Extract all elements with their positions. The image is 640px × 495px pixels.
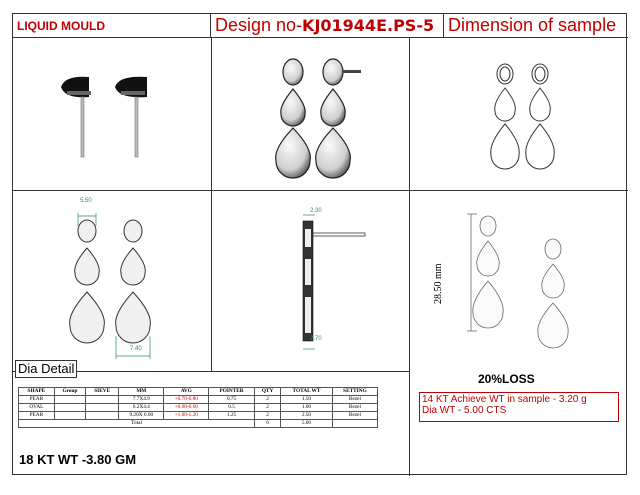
- table-cell: Bezel: [332, 412, 377, 420]
- column-header: MM: [119, 388, 164, 396]
- bottom-width-dimension: 7.40: [130, 346, 142, 352]
- column-header: SHAPE: [19, 388, 55, 396]
- table-cell: 9.20X 6.00: [119, 412, 164, 420]
- table-row: [19, 404, 378, 412]
- table-cell: OVAL: [19, 404, 55, 412]
- table-cell: +0.60-0.60: [164, 404, 209, 412]
- total-qty: 6: [255, 420, 281, 428]
- table-cell: 7.7X4.9: [119, 396, 164, 404]
- table-cell: +1.00-1.20: [164, 412, 209, 420]
- grid-divider: [409, 38, 410, 476]
- sample-weight-box: [419, 392, 619, 422]
- table-cell: [54, 396, 85, 404]
- side-bottom-dimension: 2.70: [310, 336, 322, 342]
- table-cell: Bezel: [332, 404, 377, 412]
- table-cell: 2: [255, 396, 281, 404]
- column-header: TOTAL WT: [281, 388, 333, 396]
- grid-divider: [13, 190, 628, 191]
- dia-detail-title: Dia Detail: [15, 360, 77, 378]
- table-cell: [54, 404, 85, 412]
- table-cell: [86, 404, 119, 412]
- total-weight: 5.00: [281, 420, 333, 428]
- table-cell: 2.50: [281, 412, 333, 420]
- dia-detail-table: [18, 387, 378, 428]
- table-cell: PEAR: [19, 396, 55, 404]
- dimension-title: Dimension of sample: [444, 14, 628, 38]
- table-cell: 2: [255, 412, 281, 420]
- earring-lineart-image: [485, 59, 565, 184]
- earring-length-image: [453, 209, 583, 349]
- top-width-dimension: 5.50: [80, 198, 92, 204]
- total-label: Total: [19, 420, 255, 428]
- table-cell: 0.5: [209, 404, 255, 412]
- stud-side-view-image: [53, 69, 183, 179]
- table-cell: 6.2X4.4: [119, 404, 164, 412]
- table-cell: +0.70-0.80: [164, 396, 209, 404]
- table-cell: [54, 412, 85, 420]
- column-header: QTY: [255, 388, 281, 396]
- design-prefix: Design no-: [215, 15, 303, 35]
- kt14-weight-line: 14 KT Achieve WT in sample - 3.20 g: [422, 394, 587, 405]
- side-top-dimension: 2.30: [310, 208, 322, 214]
- earring-dimension-side-image: [293, 209, 393, 359]
- table-cell: [86, 412, 119, 420]
- column-header: POINTER: [209, 388, 255, 396]
- table-row: [19, 412, 378, 420]
- table-cell: [86, 396, 119, 404]
- grid-divider: [211, 38, 212, 371]
- earring-front-render-image: [263, 54, 373, 184]
- table-header-row: [19, 388, 378, 396]
- table-cell: 1.50: [281, 396, 333, 404]
- column-header: Group: [54, 388, 85, 396]
- table-cell: 0.75: [209, 396, 255, 404]
- column-header: SETTING: [332, 388, 377, 396]
- loss-label: 20%LOSS: [478, 372, 535, 386]
- column-header: SIEVE: [86, 388, 119, 396]
- mould-type-label: LIQUID MOULD: [13, 14, 211, 38]
- dia-weight-line: Dia WT - 5.00 CTS: [422, 405, 507, 416]
- design-number: KJ01944E.PS-5: [302, 16, 435, 35]
- table-total-row: [19, 420, 378, 428]
- table-cell: 2: [255, 404, 281, 412]
- kt18-weight: 18 KT WT -3.80 GM: [19, 452, 137, 467]
- design-number-cell: [211, 14, 444, 38]
- table-cell: PEAR: [19, 412, 55, 420]
- table-cell: 1.25: [209, 412, 255, 420]
- table-cell: 1.00: [281, 404, 333, 412]
- table-row: [19, 396, 378, 404]
- column-header: AVG: [164, 388, 209, 396]
- earring-dimension-front-image: [63, 196, 183, 366]
- table-cell: [332, 420, 377, 428]
- table-cell: Bezel: [332, 396, 377, 404]
- length-dimension: 28.50 mm: [433, 263, 444, 304]
